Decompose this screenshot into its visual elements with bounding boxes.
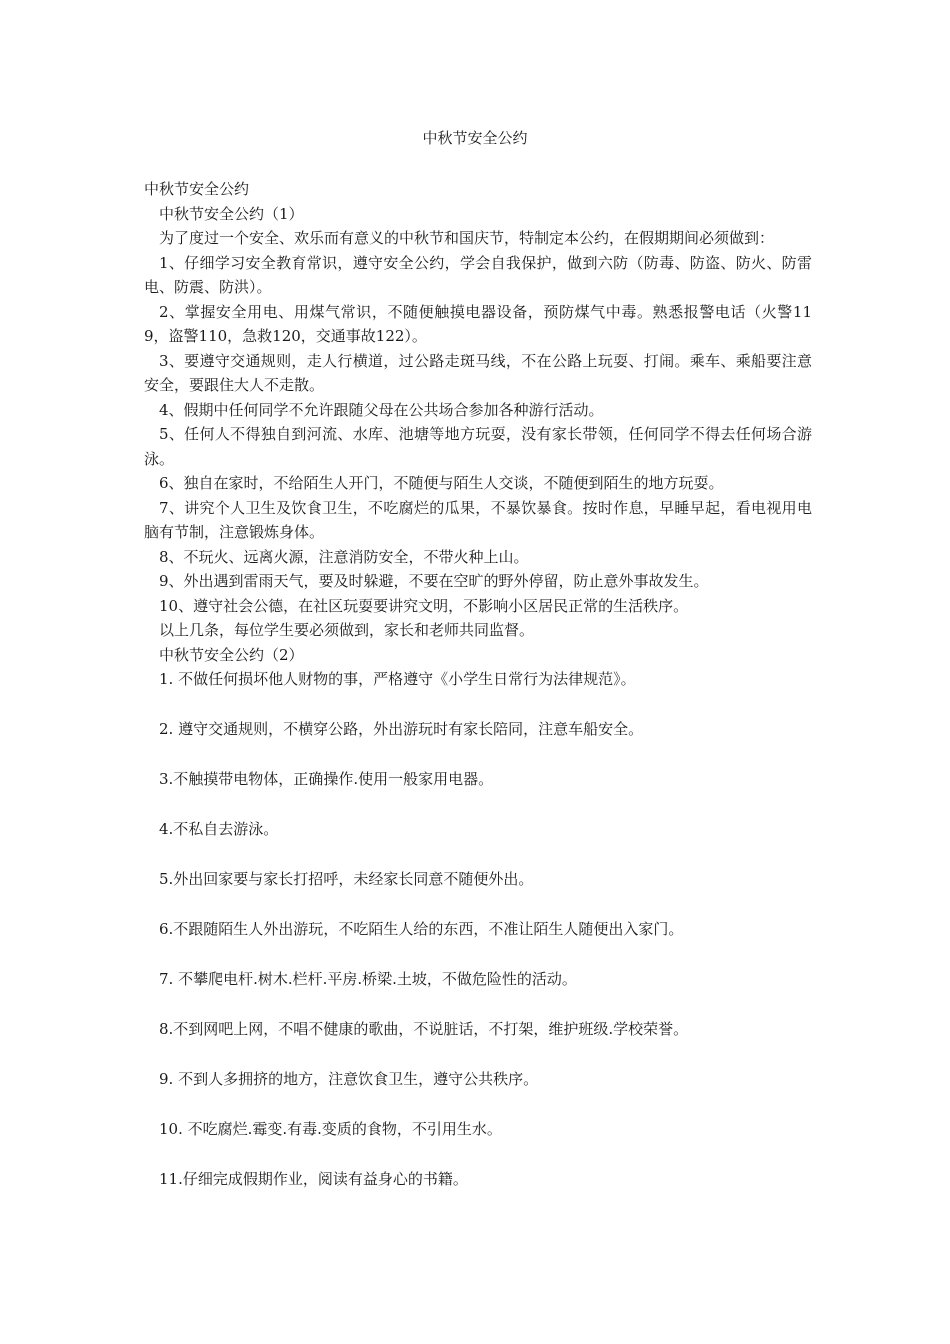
section-2-title: 中秋节安全公约（2）: [159, 645, 304, 664]
section-1-item: 5、任何人不得独自到河流、水库、池塘等地方玩耍，没有家长带领，任何同学不得去任何场合游泳。: [144, 425, 812, 468]
section-2-item: 5.外出回家要与家长打招呼，未经家长同意不随便外出。: [159, 870, 534, 888]
document-body: [144, 177, 812, 1217]
section-2-item: 8.不到网吧上网，不唱不健康的歌曲，不说脏话，不打架，维护班级.学校荣誉。: [159, 1020, 689, 1038]
section-1-intro: 为了度过一个安全、欢乐而有意义的中秋节和国庆节，特制定本公约，在假期期间必须做到：: [159, 229, 775, 247]
section-1-item: 3、要遵守交通规则，走人行横道，过公路走斑马线，不在公路上玩耍、打闹。乘车、乘船要注意安全，要跟住大人不走散。: [144, 351, 812, 394]
section-1-item: 2、掌握安全用电、用煤气常识，不随便触摸电器设备，预防煤气中毒。熟悉报警电话（火警119，盗警110，急救120，交通事故122）。: [144, 302, 812, 345]
section-1-item: 6、独自在家时，不给陌生人开门，不随便与陌生人交谈，不随便到陌生的地方玩耍。: [159, 474, 724, 492]
section-2-item: 6.不跟随陌生人外出游玩，不吃陌生人给的东西，不准让陌生人随便出入家门。: [159, 920, 684, 938]
section-1-item: 9、外出遇到雷雨天气，要及时躲避，不要在空旷的野外停留，防止意外事故发生。: [159, 572, 709, 590]
section-2-item: 9. 不到人多拥挤的地方，注意饮食卫生，遵守公共秩序。: [159, 1070, 539, 1088]
section-2-item: 4.不私自去游泳。: [159, 820, 279, 838]
document-heading: 中秋节安全公约: [144, 180, 250, 198]
section-1-title: 中秋节安全公约（1）: [159, 204, 304, 223]
section-1-item: 10、遵守社会公德，在社区玩耍要讲究文明，不影响小区居民正常的生活秩序。: [159, 596, 689, 615]
document-title: 中秋节安全公约: [422, 129, 528, 147]
section-2-item: 1. 不做任何损坏他人财物的事，严格遵守《小学生日常行为法律规范》。: [159, 670, 636, 688]
section-1-closing: 以上几条，每位学生要必须做到，家长和老师共同监督。: [159, 621, 535, 639]
section-2-item: 10. 不吃腐烂.霉变.有毒.变质的食物，不引用生水。: [159, 1120, 502, 1138]
section-2-item: 7. 不攀爬电杆.树木.栏杆.平房.桥梁.土坡，不做危险性的活动。: [159, 970, 577, 988]
section-1-item: 4、假期中任何同学不允许跟随父母在公共场合参加各种游行活动。: [159, 400, 604, 419]
section-1-item: 8、不玩火、远离火源，注意消防安全，不带火种上山。: [159, 547, 529, 566]
section-2-item: 3.不触摸带电物体，正确操作.使用一般家用电器。: [159, 770, 494, 788]
section-2-item: 11.仔细完成假期作业，阅读有益身心的书籍。: [159, 1170, 468, 1188]
section-1-item: 1、仔细学习安全教育常识，遵守安全公约，学会自我保护，做到六防（防毒、防盗、防火、防雷电、防震、防洪）。: [144, 253, 812, 296]
section-1-item: 7、讲究个人卫生及饮食卫生，不吃腐烂的瓜果，不暴饮暴食。按时作息，早睡早起，看电视用电脑有节制，注意锻炼身体。: [144, 498, 812, 541]
section-2: [144, 643, 812, 1192]
section-2-item: 2. 遵守交通规则，不横穿公路，外出游玩时有家长陪同，注意车船安全。: [159, 720, 644, 738]
section-1: [144, 202, 812, 643]
